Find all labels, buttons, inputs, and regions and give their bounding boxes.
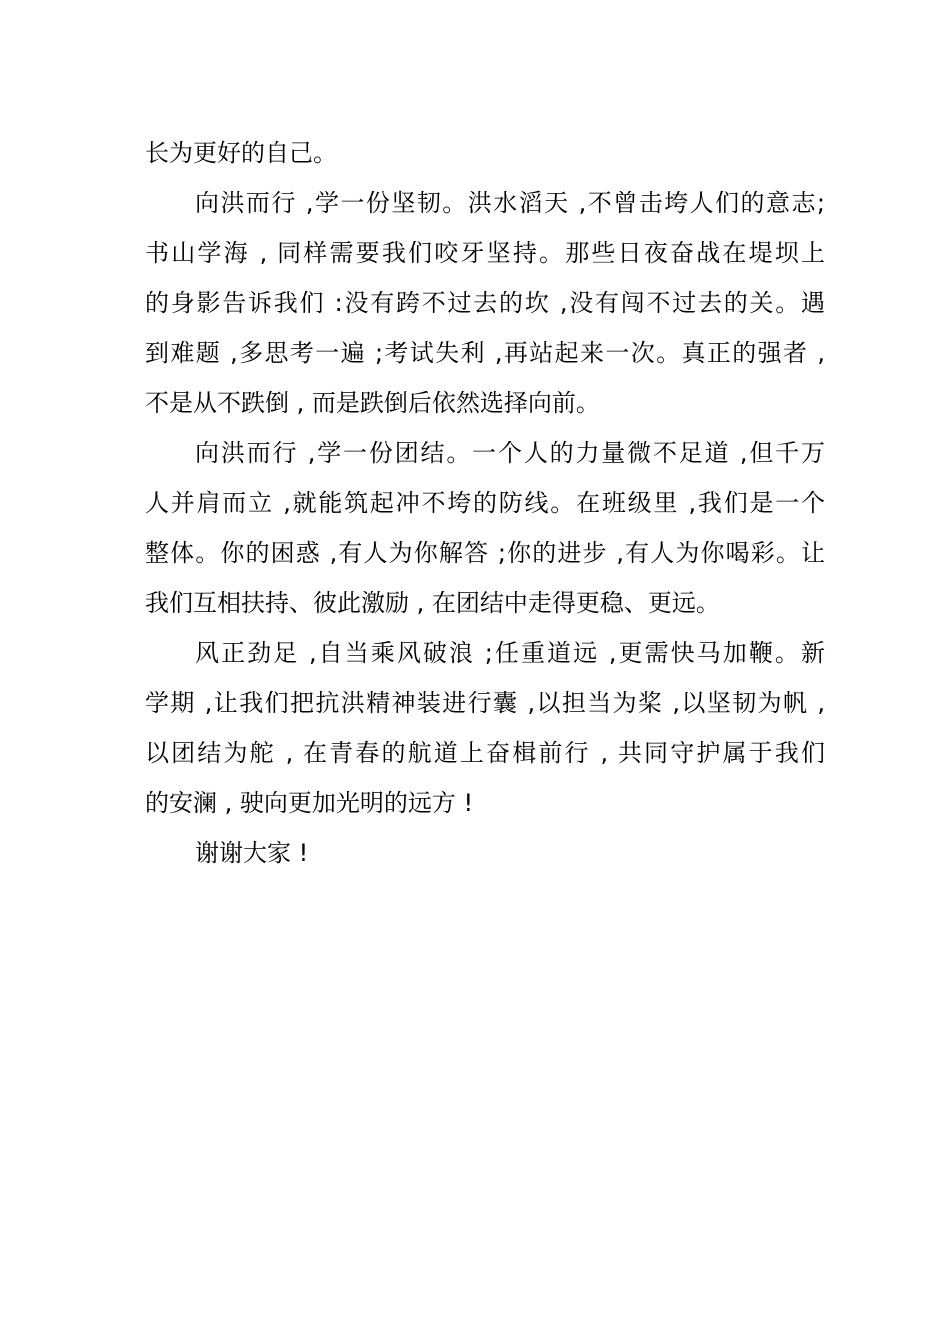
text-line: 人并肩而立 ,就能筑起冲不垮的防线。在班级里 ,我们是一个 — [145, 489, 825, 517]
text-line: 整体。你的困惑 ,有人为你解答 ;你的进步 ,有人为你喝彩。让 — [145, 539, 825, 567]
text-line: 的安澜 , 驶向更加光明的远方 ! — [145, 789, 474, 817]
text-line: 向洪而行 ,学一份坚韧。洪水滔天 ,不曾击垮人们的意志; — [195, 189, 825, 217]
text-line: 书山学海 , 同样需要我们咬牙坚持。那些日夜奋战在堤坝上 — [145, 239, 825, 267]
text-line: 学期 ,让我们把抗洪精神装进行囊 ,以担当为桨 ,以坚韧为帆 , — [145, 689, 825, 717]
text-line: 风正劲足 ,自当乘风破浪 ;任重道远 ,更需快马加鞭。新 — [195, 639, 825, 667]
text-line: 我们互相扶持、彼此激励 , 在团结中走得更稳、更远。 — [145, 589, 720, 617]
paragraph — [145, 178, 825, 428]
text-line: 的身影告诉我们 :没有跨不过去的坎 ,没有闯不过去的关。遇 — [145, 289, 825, 317]
paragraph — [145, 828, 825, 878]
text-line: 谢谢大家 ! — [195, 839, 309, 867]
paragraph — [145, 628, 825, 828]
paragraph — [145, 128, 825, 178]
text-line: 向洪而行 ,学一份团结。一个人的力量微不足道 ,但千万 — [195, 439, 825, 467]
document-body — [145, 128, 825, 878]
text-line: 不是从不跌倒 , 而是跌倒后依然选择向前。 — [145, 389, 600, 417]
text-line: 长为更好的自己。 — [145, 139, 337, 167]
text-line: 到难题 ,多思考一遍 ;考试失利 ,再站起来一次。真正的强者 , — [145, 339, 825, 367]
text-line: 以团结为舵 , 在青春的航道上奋楫前行 , 共同守护属于我们 — [145, 739, 825, 767]
paragraph — [145, 428, 825, 628]
